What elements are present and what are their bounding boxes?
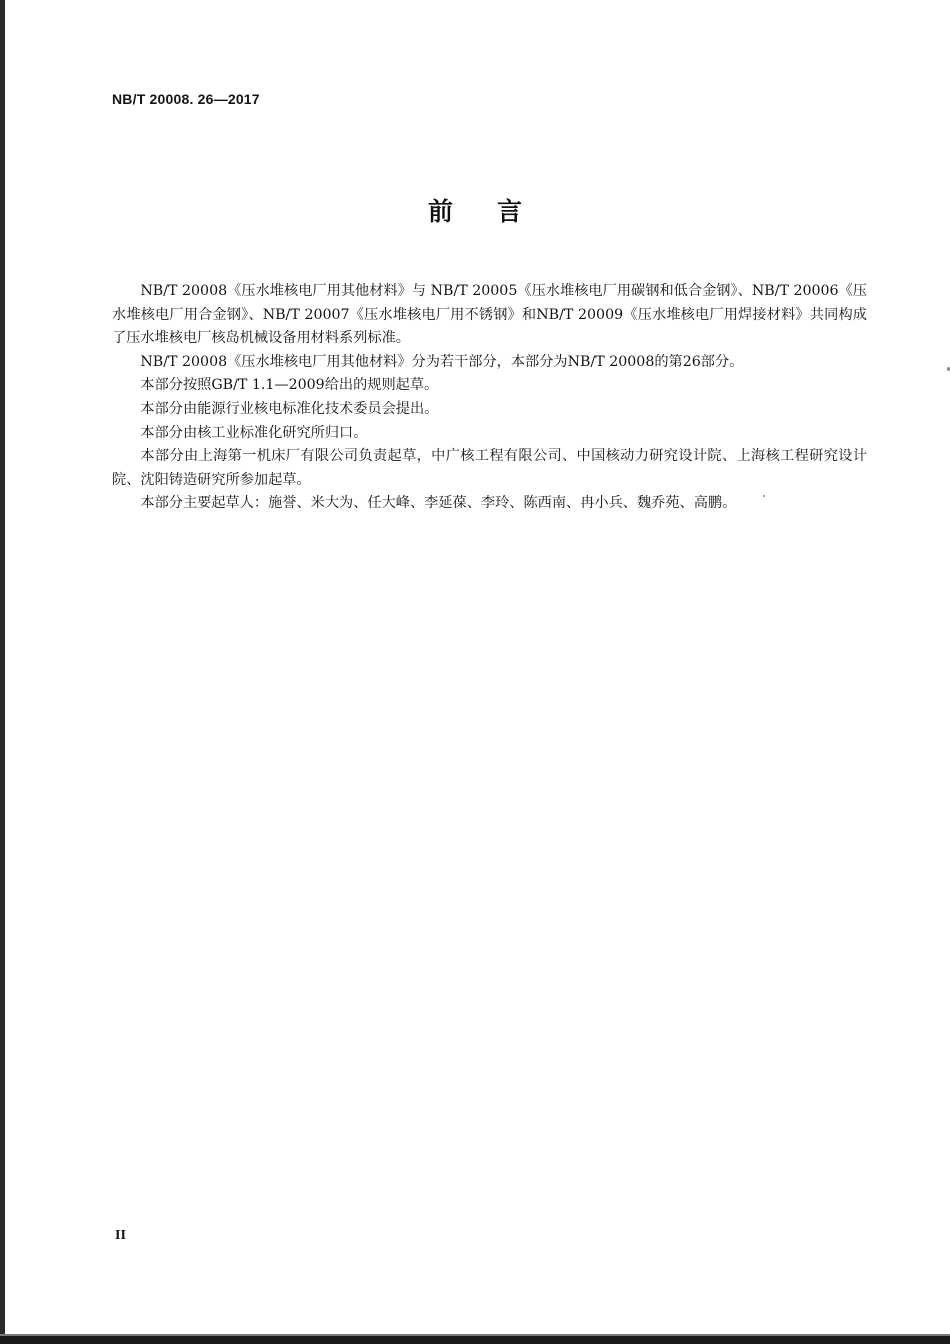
scan-bottom-edge xyxy=(0,1336,950,1344)
page-title: 前言 xyxy=(427,197,566,226)
preface-body xyxy=(112,280,867,516)
standard-code-header: NB/T 20008. 26—2017 xyxy=(112,91,260,107)
paragraph-main-drafters: 本部分主要起草人：施誉、米大为、任大峰、李延葆、李玲、陈西南、冉小兵、魏乔苑、高鹏。 xyxy=(140,495,737,512)
paragraph-drafting-organizations: 本部分由上海第一机床厂有限公司负责起草，中广核工程有限公司、中国核动力研究设计院、上海核工程研究设计院、沈阳铸造研究所参加起草。 xyxy=(112,448,867,488)
scan-speck xyxy=(763,495,765,497)
paragraph-proposed-by: 本部分由能源行业核电标准化技术委员会提出。 xyxy=(140,400,439,417)
paragraph-under-jurisdiction: 本部分由核工业标准化研究所归口。 xyxy=(140,424,368,441)
paragraph-drafting-rules: 本部分按照GB/T 1.1—2009给出的规则起草。 xyxy=(140,377,439,394)
paragraph-series-relation: NB/T 20008《压水堆核电厂用其他材料》与 NB/T 20005《压水堆核电厂用碳钢和低合金钢》、NB/T 20006《压水堆核电厂用合金钢》、NB/T 20007《压水堆核电厂用不锈钢》和NB/T 20009《压水堆核电厂用焊接材料》共同构成了压水堆核电厂核岛机械设备用材料系列标准。 xyxy=(112,283,867,347)
paragraph-part-division: NB/T 20008《压水堆核电厂用其他材料》分为若干部分，本部分为NB/T 20008的第26部分。 xyxy=(140,353,744,370)
page-number: II xyxy=(115,1228,126,1243)
